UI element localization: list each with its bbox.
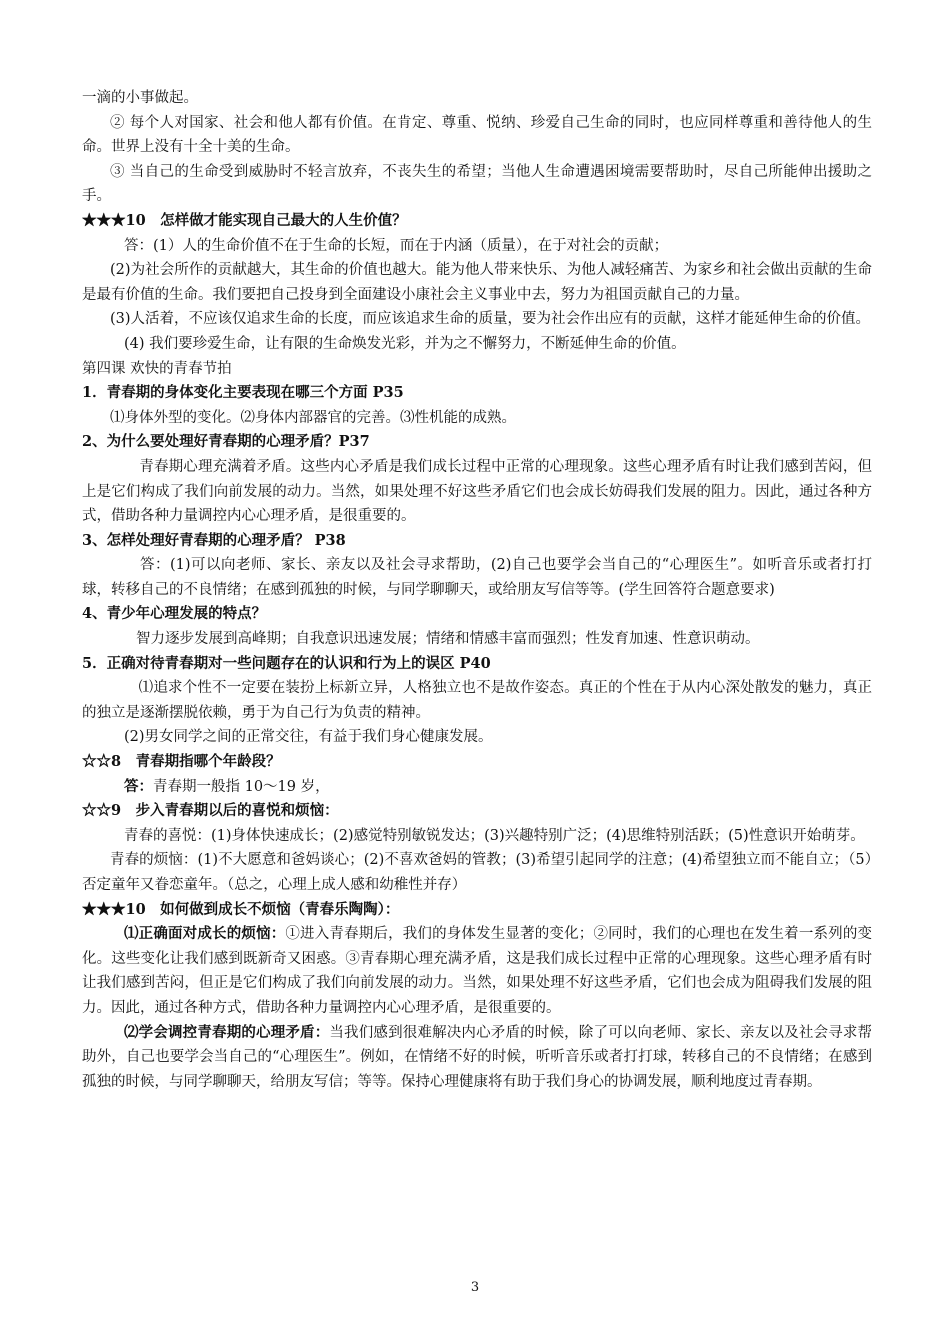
paragraph-text: 青春期一般指 10～19 岁，: [153, 778, 330, 795]
paragraph: ③ 当自己的生命受到威胁时不轻言放弃，不丧失生的希望；当他人生命遭遇困境需要帮助时，尽自己所能伸出援助之手。: [82, 163, 872, 205]
paragraph: [82, 922, 872, 1020]
section-heading: 5．正确对待青春期对一些问题存在的认识和行为上的误区 P40: [82, 654, 491, 672]
paragraph: ② 每个人对国家、社会和他人都有价值。在肯定、尊重、悦纳、珍爱自己生命的同时，也应同样尊重和善待他人的生命。世界上没有十全十美的生命。: [82, 114, 872, 156]
paragraph: 青春的烦恼：(1)不大愿意和爸妈谈心；(2)不喜欢爸妈的管教；(3)希望引起同学的注意；(4)希望独立而不能自立；（5）否定童年又眷恋童年。（总之，心理上成人感和幼稚性并存）: [82, 852, 872, 893]
paragraph: 智力逐步发展到高峰期；自我意识迅速发展；情绪和情感丰富而强烈；性发育加速、性意识萌动。: [136, 631, 760, 648]
paragraph-lead: ⑴正确面对成长的烦恼：: [124, 925, 286, 943]
paragraph: 答：(1)可以向老师、家长、亲友以及社会寻求帮助，(2)自己也要学会当自己的“心理医生”。如听音乐或者打打球，转移自己的不良情绪；在感到孤独的时候，与同学聊聊天，或给朋友写信等等。(学生回答符合题意要求): [82, 557, 872, 598]
paragraph-text: 当我们感到很难解决内心矛盾的时候，除了可以向老师、家长、亲友以及社会寻求帮助外，自己也要学会当自己的“心理医生”。例如，在情绪不好的时候，听听音乐或者打打球，转移自己的不良情绪；在感到孤独的时候，与同学聊聊天，给朋友写信；等等。保持心理健康将有助于我们身心的协调发展，顺利地度过青春期。: [82, 1024, 873, 1090]
paragraph: ⑴追求个性不一定要在装扮上标新立异，人格独立也不是故作姿态。真正的个性在于从内心深处散发的魅力，真正的独立是逐渐摆脱依赖，勇于为自己行为负责的精神。: [82, 680, 872, 721]
paragraph: (3)人活着，不应该仅追求生命的长度，而应该追求生命的质量，要为社会作出应有的贡献，这样才能延伸生命的价值。: [110, 311, 871, 328]
paragraph: 青春期心理充满着矛盾。这些内心矛盾是我们成长过程中正常的心理现象。这些心理矛盾有时让我们感到苦闷，但上是它们构成了我们向前发展的动力。当然，如果处理不好这些矛盾它们也会成长妨碍我们发展的阻力。因此，通过各种方式，借助各种力量调控内心心理矛盾，是很重要的。: [82, 458, 872, 525]
paragraph-lead: ⑵学会调控青春期的心理矛盾：: [124, 1023, 330, 1041]
paragraph-lead: 答：: [124, 777, 153, 795]
paragraph-text: ①进入青春期后，我们的身体发生显著的变化；②同时，我们的心理也在发生着一系列的变化。这些变化让我们感到既新奇又困惑。③青春期心理充满矛盾，这是我们成长过程中正常的心理现象。这些心理矛盾有时让我们感到苦闷，但正是它们构成了我们向前发展的动力。当然，如果处理不好这些矛盾，它们也会成为阻碍我们发展的阻力。因此，通过各种方式，借助各种力量调控内心心理矛盾，是很重要的。: [82, 926, 873, 1016]
paragraph: [82, 1021, 872, 1095]
section-heading: ★★★10 怎样做才能实现自己最大的人生价值？: [82, 211, 407, 229]
document-body: [82, 86, 872, 1094]
section-heading: 2、为什么要处理好青春期的心理矛盾？P37: [82, 433, 370, 451]
paragraph: (4) 我们要珍爱生命，让有限的生命焕发光彩，并为之不懈努力，不断延伸生命的价值。: [124, 335, 686, 352]
paragraph: 答：(1）人的生命价值不在于生命的长短，而在于内涵（质量），在于对社会的贡献；: [124, 237, 669, 254]
paragraph: [82, 775, 872, 800]
section-heading: 3、怎样处理好青春期的心理矛盾？ P38: [82, 531, 346, 549]
section-heading: 4、青少年心理发展的特点？: [82, 605, 267, 623]
paragraph: 青春的喜悦：(1)身体快速成长；(2)感觉特别敏锐发达；(3)兴趣特别广泛；(4)思维特别活跃；(5)性意识开始萌芽。: [124, 827, 865, 844]
section-heading: 1．青春期的身体变化主要表现在哪三个方面 P35: [82, 384, 404, 402]
paragraph: (2)男女同学之间的正常交往，有益于我们身心健康发展。: [124, 729, 493, 746]
page-number: 3: [470, 1280, 480, 1295]
paragraph: 第四课 欢快的青春节拍: [82, 360, 232, 377]
paragraph: 一滴的小事做起。: [82, 90, 198, 106]
section-heading: ☆☆9 步入青春期以后的喜悦和烦恼：: [82, 802, 339, 820]
paragraph: (2)为社会所作的贡献越大，其生命的价值也越大。能为他人带来快乐、为他人减轻痛苦、为家乡和社会做出贡献的生命是最有价值的生命。我们要把自己投身到全面建设小康社会主义事业中去，努力为祖国贡献自己的力量。: [82, 262, 872, 303]
section-heading: ☆☆8 青春期指哪个年龄段？: [82, 753, 281, 771]
paragraph: ⑴身体外型的变化。⑵身体内部器官的完善。⑶性机能的成熟。: [110, 409, 516, 426]
section-heading: ★★★10 如何做到成长不烦恼（青春乐陶陶）：: [82, 900, 400, 918]
